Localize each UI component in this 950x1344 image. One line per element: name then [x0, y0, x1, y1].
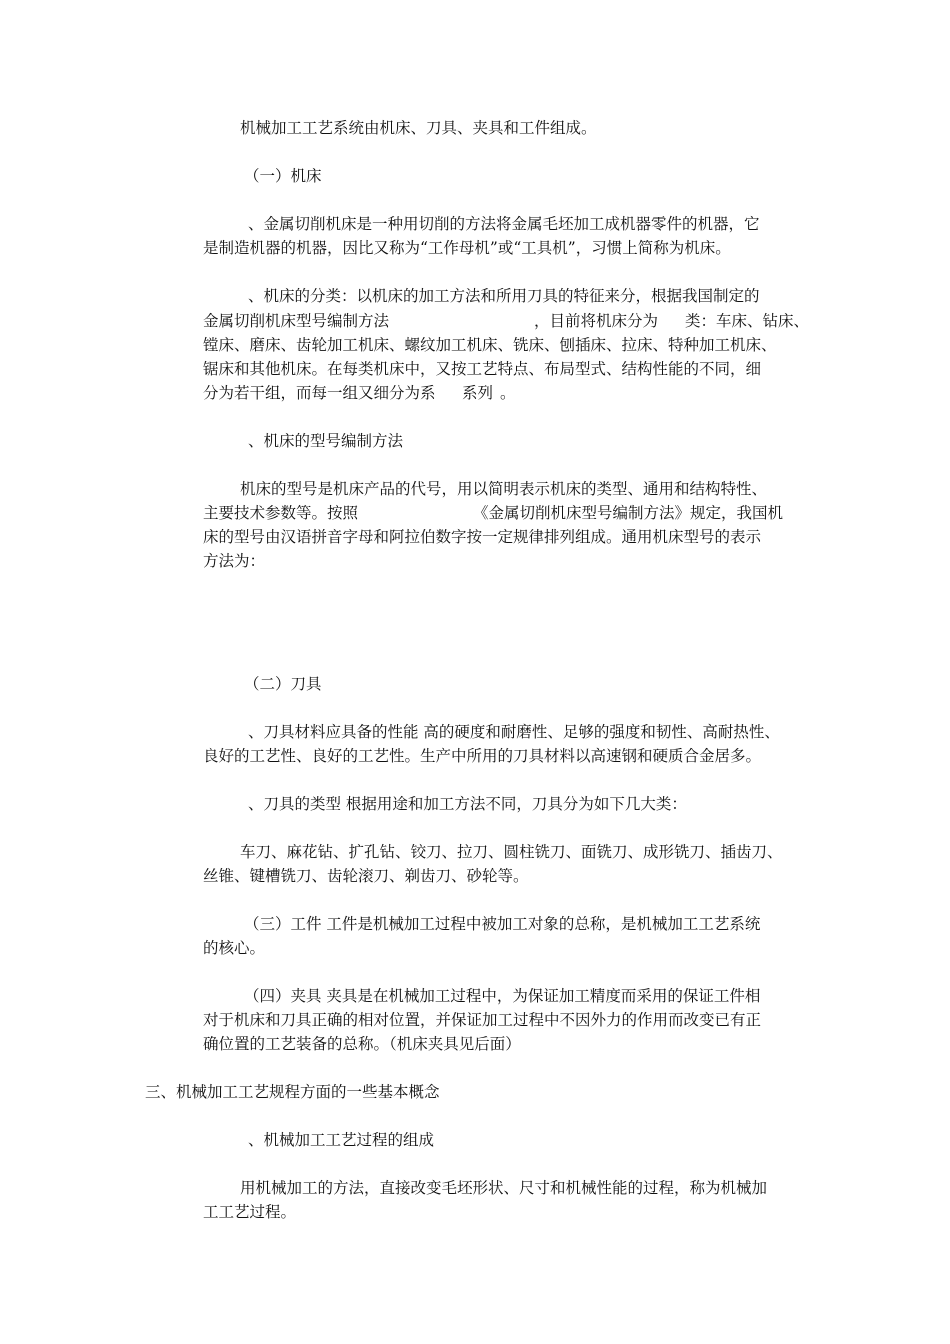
section-heading-cutting-tool: （二）刀具 — [244, 675, 322, 693]
paragraph-line: （三）工件 工件是机械加工过程中被加工对象的总称，是机械加工工艺系统 — [244, 915, 761, 933]
paragraph-line: 。 — [500, 384, 516, 402]
paragraph-line: 分为若干组，而每一组又细分为系 — [203, 384, 436, 402]
subheading: 、机床的型号编制方法 — [248, 432, 404, 450]
paragraph-line: 工工艺过程。 — [203, 1203, 297, 1221]
paragraph-line: 《金属切削机床型号编制方法》规定，我国机 — [473, 504, 784, 522]
paragraph-line: 锯床和其他机床。在每类机床中，又按工艺特点、布局型式、结构性能的不同，细 — [203, 360, 762, 378]
paragraph-line: 用机械加工的方法，直接改变毛坯形状、尺寸和机械性能的过程，称为机械加 — [240, 1179, 768, 1197]
intro-text: 机械加工工艺系统由机床、刀具、夹具和工件组成。 — [240, 119, 597, 137]
paragraph-line: 方法为： — [203, 552, 266, 570]
paragraph-line: 主要技术参数等。按照 — [203, 504, 359, 522]
paragraph-line: 、金属切削机床是一种用切削的方法将金属毛坯加工成机器零件的机器，它 — [248, 215, 760, 233]
paragraph-line: 类：车床、钻床、 — [685, 312, 810, 330]
paragraph-line: （四）夹具 夹具是在机械加工过程中，为保证加工精度而采用的保证工件相 — [244, 987, 761, 1005]
paragraph-line: 、刀具的类型 根据用途和加工方法不同，刀具分为如下几大类： — [248, 795, 687, 813]
paragraph-line: 车刀、麻花钻、扩孔钻、铰刀、拉刀、圆柱铣刀、面铣刀、成形铣刀、插齿刀、 — [240, 843, 783, 861]
paragraph-line: 床的型号由汉语拼音字母和阿拉伯数字按一定规律排列组成。通用机床型号的表示 — [203, 528, 762, 546]
subheading: 、机械加工工艺过程的组成 — [248, 1131, 435, 1149]
section-heading-process-concepts: 三、机械加工工艺规程方面的一些基本概念 — [145, 1083, 440, 1101]
paragraph-line: 丝锥、键槽铣刀、齿轮滚刀、剃齿刀、砂轮等。 — [203, 867, 529, 885]
paragraph-line: 的核心。 — [203, 939, 266, 957]
paragraph-line: 、机床的分类：以机床的加工方法和所用刀具的特征来分，根据我国制定的 — [248, 287, 760, 305]
paragraph-line: 对于机床和刀具正确的相对位置，并保证加工过程中不因外力的作用而改变已有正 — [203, 1011, 762, 1029]
paragraph-line: 良好的工艺性、良好的工艺性。生产中所用的刀具材料以高速钢和硬质合金居多。 — [203, 747, 762, 765]
paragraph-line: ，目前将机床分为 — [534, 312, 659, 330]
paragraph-line: 确位置的工艺装备的总称。（机床夹具见后面） — [203, 1035, 521, 1053]
paragraph-line: 镗床、磨床、齿轮加工机床、螺纹加工机床、铣床、刨插床、拉床、特种加工机床、 — [203, 336, 777, 354]
paragraph-line: 金属切削机床型号编制方法 — [203, 312, 390, 330]
paragraph-line: 系列 — [462, 384, 494, 402]
paragraph-line: 是制造机器的机器，因比又称为“工作母机”或“工具机”，习惯上简称为机床。 — [203, 239, 731, 257]
paragraph-line: 机床的型号是机床产品的代号，用以简明表示机床的类型、通用和结构特性、 — [240, 480, 768, 498]
section-heading-machine-tool: （一）机床 — [244, 167, 322, 185]
paragraph-line: 、刀具材料应具备的性能 高的硬度和耐磨性、足够的强度和韧性、高耐热性、 — [248, 723, 780, 741]
